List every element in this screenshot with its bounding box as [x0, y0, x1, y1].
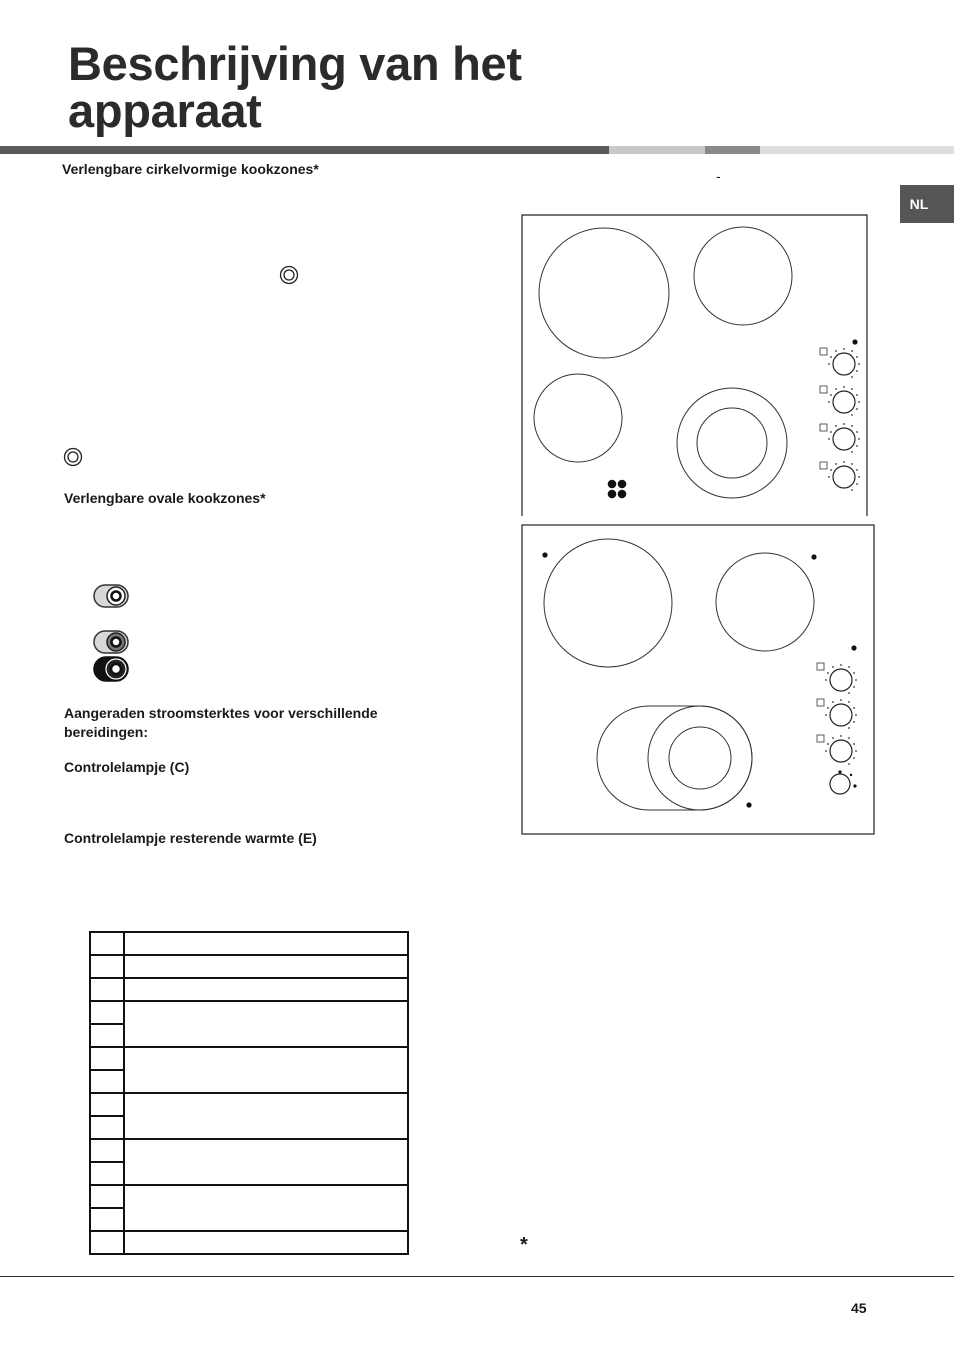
table-cell — [90, 1047, 124, 1070]
footer-rule — [0, 1276, 954, 1277]
residual-heat-light — [542, 552, 547, 557]
table-row — [90, 1093, 408, 1116]
table-cell — [90, 1208, 124, 1231]
table-cell — [90, 932, 124, 955]
control-knob — [820, 423, 860, 453]
extendable-zone-outer — [677, 388, 787, 498]
table-cell — [124, 1139, 408, 1185]
residual-heat-light — [746, 802, 751, 807]
table-row — [90, 1139, 408, 1162]
residual-heat-heading: Controlelampje resterende warmte (E) — [64, 830, 317, 846]
table-cell — [90, 1116, 124, 1139]
control-knob — [817, 735, 857, 765]
table-cell — [90, 955, 124, 978]
table-cell — [90, 1162, 124, 1185]
cooking-zone — [544, 539, 672, 667]
control-knob — [820, 348, 860, 378]
control-light-heading: Controlelampje (C) — [64, 759, 190, 775]
table-cell — [124, 1093, 408, 1139]
table-cell — [90, 1093, 124, 1116]
table-cell — [124, 1185, 408, 1231]
extendable-zone-inner — [697, 408, 767, 478]
page-title — [68, 37, 522, 137]
recommended-power-heading: Aangeraden stroomsterktes voor verschillende bereidingen: — [64, 705, 378, 740]
hob-diagram-circular — [521, 214, 869, 517]
table-cell — [124, 978, 408, 1001]
double-circle-icon — [279, 265, 299, 285]
oval-zone-outline-icon — [92, 583, 130, 609]
table-cell — [90, 1001, 124, 1024]
hob-outline — [522, 215, 867, 516]
cooking-zone — [539, 228, 669, 358]
table-row — [90, 955, 408, 978]
cooking-zone — [694, 227, 792, 325]
oval-zone-main — [648, 706, 752, 810]
circular-zones-heading: Verlengbare cirkelvormige kookzones* — [62, 161, 319, 177]
oval-zone-switch-knob — [830, 770, 857, 794]
table-cell — [90, 1139, 124, 1162]
cooking-zone — [534, 374, 622, 462]
language-tab[interactable]: NL — [900, 185, 954, 223]
four-zone-indicator-icon — [608, 480, 627, 499]
hob-diagram-oval — [521, 524, 876, 836]
cooking-zone — [716, 553, 814, 651]
table-row — [90, 932, 408, 955]
oval-zone-outer — [597, 706, 752, 810]
oval-zone-black-icon — [92, 655, 130, 683]
page-number: 45 — [851, 1300, 867, 1316]
header-bar-dark — [0, 146, 609, 154]
header-bar-light — [609, 146, 705, 154]
control-light — [851, 645, 856, 650]
table-cell — [124, 1047, 408, 1093]
table-row — [90, 1231, 408, 1254]
table-cell — [124, 955, 408, 978]
oval-zones-heading: Verlengbare ovale kookzones* — [64, 490, 266, 506]
control-knob — [817, 663, 857, 694]
table-cell — [90, 978, 124, 1001]
dash-mark: - — [716, 168, 721, 184]
hob-outline — [522, 525, 874, 834]
header-bar-mid — [705, 146, 760, 154]
table-cell — [124, 932, 408, 955]
table-cell — [124, 1001, 408, 1047]
table-cell — [90, 1185, 124, 1208]
residual-heat-light — [811, 554, 816, 559]
table-row — [90, 1001, 408, 1024]
title-line-2: apparaat — [68, 84, 262, 137]
table-row — [90, 978, 408, 1001]
control-knob — [820, 461, 860, 491]
power-table — [89, 931, 409, 1255]
table-cell — [90, 1231, 124, 1254]
oval-zone-grey-icon — [92, 629, 130, 655]
control-knob — [820, 386, 860, 416]
table-row — [90, 1185, 408, 1208]
footnote-marker: * — [520, 1234, 528, 1256]
title-line-1: Beschrijving van het — [68, 37, 522, 90]
control-knob — [817, 699, 857, 729]
table-cell — [90, 1070, 124, 1093]
oval-zone-inner — [669, 727, 731, 789]
control-light — [852, 339, 857, 344]
table-cell — [124, 1231, 408, 1254]
header-bar-pale — [760, 146, 954, 154]
table-cell — [90, 1024, 124, 1047]
double-circle-icon — [63, 447, 83, 467]
table-row — [90, 1047, 408, 1070]
